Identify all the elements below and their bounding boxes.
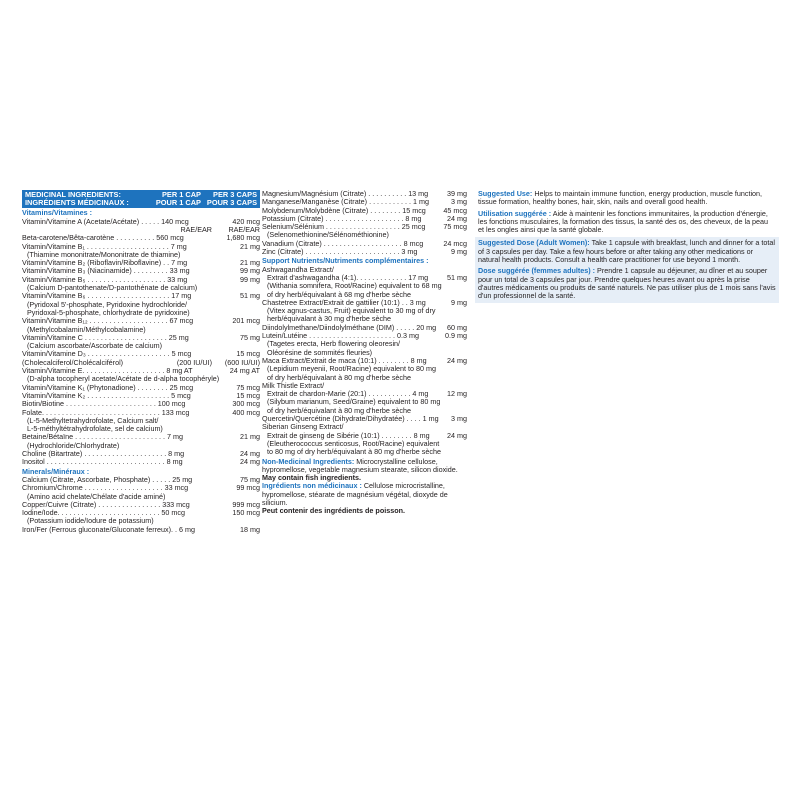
ingredient-name: Extrait d'ashwagandha (4:1). . . . . . . . . . . . . 17 mg (267, 272, 429, 282)
ingredient-name: of dry herb/équivalant à 80 mg d'herbe sèche (267, 405, 412, 415)
amount-per-3-caps: 75 mg (240, 474, 260, 484)
amount-per-3-caps: 9 mg (451, 297, 467, 307)
amount-per-3-caps: 99 mcg (236, 483, 260, 493)
amount-per-3-caps: 0.9 mg (445, 331, 467, 341)
ingredient-source-note: (Thiamine mononitrate/Mononitrate de thiamine) (27, 249, 181, 259)
amount-per-3-caps: 99 mg (240, 266, 260, 276)
ingredient-name: of dry herb/équivalant à 68 mg d'herbe sèche (267, 289, 412, 299)
amount-per-3-caps: 15 mcg (236, 349, 260, 359)
amount-per-3-caps: 15 mcg (236, 390, 260, 400)
ingredient-name: Vitamin/Vitamine B₃ (Niacinamide) . . . . . . . . . 33 mg (22, 266, 190, 276)
amount-per-3-caps: 24 mg (447, 430, 467, 440)
suggested-dose-title-fr: Dose suggérée (femmes adultes) : (478, 266, 596, 276)
amount-per-3-caps: 18 mg (240, 524, 260, 534)
ingredient-name: Manganese/Manganèse (Citrate) . . . . . . . . . . . 1 mg (262, 197, 429, 207)
ingredient-name: Potassium (Citrate) . . . . . . . . . . . . . . . . . . . . 8 mg (262, 213, 422, 223)
suggested-use-text-fr: Aide à maintenir les fonctions immunitaires, la production d'énergie, les fonctions musculaires, la formation des tissus, la santé des os, des cheveux, de la peau et les ongles ainsi que la santé globale. (478, 208, 769, 235)
amount-per-3-caps: 9 mg (451, 247, 467, 257)
amount-per-3-caps: 999 mcg (232, 499, 260, 509)
ingredient-name: of dry herb/équivalant à 80 mg d'herbe sèche (267, 372, 412, 382)
ingredient-name: Chastetree Extract/Extrait de gattilier (10:1) . . 3 mg (262, 297, 426, 307)
ingredient-name: Oléorésine de sommités fleuries) (267, 347, 373, 357)
amount-per-3-caps: 1,680 mcg (226, 233, 260, 243)
amount-per-3-caps: 51 mg (240, 291, 260, 301)
suggested-use (478, 190, 776, 207)
amount-per-3-caps: 201 mcg (232, 316, 260, 326)
suggested-dose-box (475, 237, 779, 302)
amount-per-3-caps: 60 mg (447, 322, 467, 332)
ingredient-name: Vitamin/Vitamine B₁₂ . . . . . . . . . . . . . . . . . . . . 67 mcg (22, 316, 194, 326)
support-title: Support Nutrients/Nutriments complémentaires : (262, 256, 429, 266)
ingredient-source-note: (D-alpha tocopheryl acetate/Acétate de d-alpha tocophéryle) (27, 374, 220, 384)
ingredient-name: (Tagetes erecta, Herb flowering oleoresin/ (267, 339, 401, 349)
ingredient-row (22, 458, 260, 466)
ingredient-name: Siberian Ginseng Extract/ (262, 422, 344, 432)
ingredient-name: Extrait de ginseng de Sibérie (10:1) . . . . . . . . 8 mg (267, 430, 430, 440)
amount-per-3-caps: 21 mg (240, 432, 260, 442)
vitamins-list (22, 218, 260, 467)
suggested-dose-fr (478, 267, 776, 300)
suggested-use-fr (478, 210, 776, 235)
suggested-dose-text: Take 1 capsule with breakfast, lunch and dinner for a total of 3 capsules per day. Take a few hours before or after taking any other medications or natural health products. Consult a health care practitioner for use beyond 1 month. (478, 238, 775, 265)
amount-per-3-caps: 150 mcg (232, 508, 260, 518)
ingredient-name: Chromium/Chrome . . . . . . . . . . . . . . . . . . . . 33 mcg (22, 483, 189, 493)
ingredient-row (262, 448, 467, 456)
amount-per-3-caps: 45 mcg (443, 205, 467, 215)
ingredient-name: Vitamin/Vitamine B₁ . . . . . . . . . . . . . . . . . . . . . 7 mg (22, 241, 187, 251)
amount-per-1-cap: (200 IU/UI) (176, 357, 212, 367)
ingredient-name: Calcium (Citrate, Ascorbate, Phosphate) . . . . . 25 mg (22, 474, 193, 484)
ingredient-source-note: (Calcium ascorbate/Ascorbate de calcium) (27, 341, 163, 351)
ingredient-source-note: (Selenomethionine/Sélénométhionine) (267, 230, 389, 240)
ingredient-name: (Withania somnifera, Root/Racine) equivalent to 68 mg (267, 281, 442, 291)
amount-per-3-caps: 24 mg (240, 449, 260, 459)
amount-per-3-caps: 12 mg (447, 389, 467, 399)
suggested-use-title: Suggested Use: (478, 189, 533, 198)
medicinal-ingredients-column (22, 190, 260, 534)
ingredient-name: Molybdenum/Molybdène (Citrate) . . . . . . . . 15 mcg (262, 205, 426, 215)
amount-per-3-caps: 75 mcg (443, 222, 467, 232)
header-name-fr: INGRÉDIENTS MÉDICINAUX : (25, 198, 129, 208)
amount-per-3-caps: 24 mg (240, 457, 260, 467)
amount-per-3-caps: 75 mcg (236, 382, 260, 392)
ingredient-name: Vanadium (Citrate) . . . . . . . . . . . . . . . . . . . . 8 mcg (262, 238, 424, 248)
ingredient-source-note: (Methylcobalamin/Méthylcobalamine) (27, 324, 146, 334)
ingredient-name: Vitamin/Vitamine D₃ . . . . . . . . . . . . . . . . . . . . . 5 mcg (22, 349, 192, 359)
amount-per-3-caps: 24 mg (447, 213, 467, 223)
ingredient-name: to 80 mg of dry herb/équivalant à 80 mg d'herbe sèche (267, 447, 441, 457)
amount-per-3-caps: 400 mcg (232, 407, 260, 417)
header-col1-fr: POUR 1 CAP (155, 198, 201, 208)
amount-per-3-caps: 21 mg (240, 258, 260, 268)
ingredient-name: Iron/Fer (Ferrous gluconate/Gluconate ferreux). . 6 mg (22, 524, 195, 534)
ingredient-row (22, 526, 260, 534)
ingredient-source-note: Pyridoxal-5-phosphate, chlorhydrate de pyridoxine) (27, 307, 190, 317)
support-nutrients-column (262, 190, 467, 516)
ingredient-source-note: (L-5-Methyltetrahydrofolate, Calcium salt/ (27, 415, 159, 425)
ingredient-name: Vitamin/Vitamine C . . . . . . . . . . . . . . . . . . . . . 25 mg (22, 332, 189, 342)
header-col3-fr: POUR 3 CAPS (206, 198, 257, 208)
ingredient-row (22, 218, 260, 226)
amount-per-3-caps: 75 mg (240, 332, 260, 342)
fish-note: May contain fish ingredients. (262, 473, 362, 483)
amount-per-3-caps: 24 mcg (443, 238, 467, 248)
ingredient-source-note: L-5-méthyltétrahydrofolate, sel de calcium) (27, 424, 163, 434)
ingredient-name: Inositol . . . . . . . . . . . . . . . . . . . . . . . . . . . . . . 8 mg (22, 457, 183, 467)
ingredient-name: Copper/Cuivre (Citrate) . . . . . . . . . . . . . . . . 333 mcg (22, 499, 190, 509)
minerals-title: Minerals/Minéraux : (22, 466, 90, 476)
non-medicinal-title-fr: Ingrédients non médicinaux : (262, 481, 362, 491)
non-medicinal-text: Microcrystalline cellulose, hypromellose, vegetable magnesium stearate, silicon dioxide. (262, 456, 458, 474)
amount-per-3-caps: 420 mcg (232, 216, 260, 226)
ingredient-name: Vitamin/Vitamine B₆ . . . . . . . . . . . . . . . . . . . . . 17 mg (22, 291, 192, 301)
non-medicinal-block (262, 458, 467, 516)
ingredient-name: herb/équivalant à 30 mg d'herbe sèche (267, 314, 392, 324)
header-col1-en: PER 1 CAP (161, 190, 201, 199)
ingredient-name: Milk Thistle Extract/ (262, 380, 325, 390)
ingredient-name: Betaine/Bétaïne . . . . . . . . . . . . . . . . . . . . . . . 7 mg (22, 432, 183, 442)
ingredient-name: Vitamin/Vitamine B₂ (Riboflavin/Riboflavine) . . 7 mg (22, 258, 188, 268)
amount-per-3-caps: 24 mg AT (229, 366, 260, 376)
directions-column (478, 190, 776, 306)
suggested-use-text: Helps to maintain immune function, energy production, muscle function, tissue formation, healthy bones, hair, skin, nails and overall good health. (478, 189, 763, 207)
amount-per-3-caps: 300 mcg (232, 399, 260, 409)
amount-per-3-caps: 3 mg (451, 414, 467, 424)
ingredient-name: Zinc (Citrate) . . . . . . . . . . . . . . . . . . . . . . . . 3 mg (262, 247, 418, 257)
minerals-continued-list (262, 190, 467, 256)
support-list (262, 266, 467, 457)
amount-per-3-caps: 51 mg (447, 272, 467, 282)
ingredient-name: Quercetin/Quercétine (Dihydrate/Dihydratée) . . . . 1 mg (262, 414, 439, 424)
ingredient-name: (Lepidium meyenii, Root/Racine) equivalent to 80 mg (267, 364, 436, 374)
ingredient-name: Iodine/Iode. . . . . . . . . . . . . . . . . . . . . . . . . . 50 mcg (22, 508, 185, 518)
ingredient-name: Biotin/Biotine . . . . . . . . . . . . . . . . . . . . . . . 100 mcg (22, 399, 186, 409)
amount-per-3-caps: RAE/EAR (228, 225, 260, 234)
amount-per-3-caps: 3 mg (451, 197, 467, 207)
ingredient-name: Lutein/Lutéine . . . . . . . . . . . . . . . . . . . . . . 0.3 mg (262, 331, 419, 341)
non-medicinal-title: Non-Medicinal Ingredients: (262, 456, 355, 466)
minerals-list (22, 476, 260, 534)
ingredient-name: Maca Extract/Extrait de maca (10:1) . . . . . . . . 8 mg (262, 355, 427, 365)
ingredient-name: Vitamin/Vitamine A (Acetate/Acétate) . . . . . 140 mcg (22, 216, 189, 226)
ingredient-name: (Eleutherococcus senticosus, Root/Racine) equivalent (267, 438, 440, 448)
amount-per-3-caps: 21 mg (240, 241, 260, 251)
ingredient-source-note: (Pyridoxal 5'-phosphate, Pyridoxine hydrochloride/ (27, 299, 187, 309)
ingredient-source-note: (Amino acid chelate/Chélate d'acide aminé) (27, 491, 166, 501)
suggested-use-title-fr: Utilisation suggérée : (478, 208, 552, 218)
ingredient-name: (Cholecalciferol/Cholécalciférol) (22, 357, 124, 367)
suggested-dose-title: Suggested Dose (Adult Women): (478, 238, 590, 248)
ingredient-name: Diindolylmethane/Diindolylméthane (DIM) . . . . . 20 mg (262, 322, 437, 332)
ingredient-name: Vitamin/Vitamine K₂ . . . . . . . . . . . . . . . . . . . . . 5 mcg (22, 390, 191, 400)
suggested-dose-text-fr: Prendre 1 capsule au déjeuner, au dîner et au souper pour un total de 3 capsules par jour. Prendre quelques heures avant ou après la prise d'autres médicaments ou produits de santé naturels. Ne pas utiliser plus de 1 mois sans l'avis d'un professionnel de la santé. (478, 266, 776, 301)
non-medicinal-text-fr: Cellulose microcristalline, hypromellose, stéarate de magnésium végétal, dioxyde de silicium. (262, 481, 448, 507)
ingredient-name: Vitamin/Vitamine E. . . . . . . . . . . . . . . . . . . . . 8 mg AT (22, 366, 193, 376)
amount-per-1-cap: RAE/EAR (180, 225, 212, 234)
ingredient-source-note: (Calcium D-pantothenate/D-pantothénate de calcium) (27, 283, 198, 293)
ingredient-name: (Vitex agnus-castus, Fruit) equivalent to 30 mg of dry (267, 306, 436, 316)
header-col3-en: PER 3 CAPS (213, 190, 257, 199)
header-name-en: MEDICINAL INGREDIENTS: (25, 190, 121, 199)
ingredient-name: Ashwagandha Extract/ (262, 264, 334, 274)
ingredient-source-note: (Hydrochloride/Chlorhydrate) (27, 440, 120, 450)
amount-per-3-caps: 99 mg (240, 274, 260, 284)
ingredient-name: Vitamin/Vitamine K₁ (Phytonadione) . . . . . . . . 25 mcg (22, 382, 194, 392)
table-header (22, 190, 260, 208)
ingredient-name: Magnesium/Magnésium (Citrate) . . . . . . . . . . 13 mg (262, 189, 429, 198)
vitamins-title: Vitamins/Vitamines : (22, 208, 93, 218)
ingredient-name: Choline (Bitartrate) . . . . . . . . . . . . . . . . . . . . . 8 mg (22, 449, 185, 459)
ingredient-name: Vitamin/Vitamine B₅ . . . . . . . . . . . . . . . . . . . . 33 mg (22, 274, 188, 284)
ingredient-name: Folate. . . . . . . . . . . . . . . . . . . . . . . . . . . . . . 133 mcg (22, 407, 190, 417)
amount-per-3-caps: (600 IU/UI) (224, 357, 260, 367)
ingredient-source-note: (Potassium iodide/Iodure de potassium) (27, 516, 154, 526)
amount-per-3-caps: 39 mg (447, 189, 467, 198)
ingredient-name: (Silybum marianum, Seed/Graine) equivalent to 80 mg (267, 397, 441, 407)
suggested-dose (478, 239, 776, 264)
ingredient-row (262, 248, 467, 256)
ingredient-name: Beta-carotene/Bêta-carotène . . . . . . . . . . 560 mcg (22, 233, 184, 243)
fish-note-fr: Peut contenir des ingrédients de poisson. (262, 506, 405, 516)
amount-per-3-caps: 24 mg (447, 355, 467, 365)
ingredient-name: Selenium/Sélénium . . . . . . . . . . . . . . . . . . . 25 mcg (262, 222, 426, 232)
ingredient-name: Extrait de chardon-Marie (20:1) . . . . . . . . . . . 4 mg (267, 389, 429, 399)
